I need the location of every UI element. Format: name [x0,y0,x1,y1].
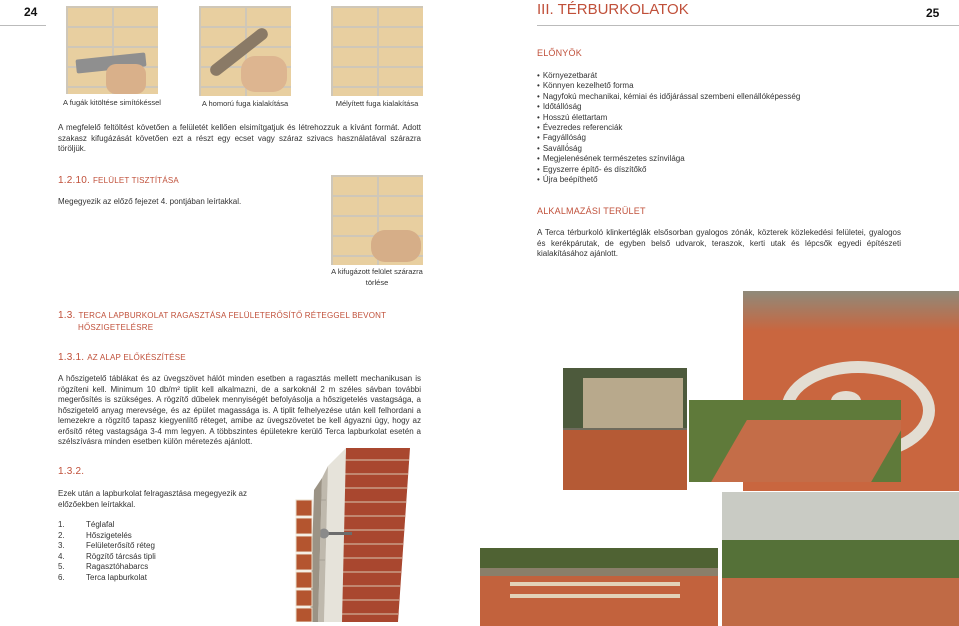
caption-photo4-line1: A kifugázott felület szárazra [331,267,423,276]
photo-recessed-fugue [331,6,423,96]
page-number-right: 25 [926,6,940,20]
page-number-left: 24 [24,5,38,19]
advantage-item: • Egyszerre építő- és díszítőkő [537,165,800,175]
wall-layers-illustration [288,440,453,622]
caption-photo2: A homorú fuga kialakítása [201,99,289,108]
layer-item: 3. Felületerősítő réteg [58,541,155,551]
section-number: 1.3. [58,310,76,321]
application-heading: ALKALMAZÁSI TERÜLET [537,206,646,216]
layer-item: 6. Terca lapburkolat [58,572,147,582]
section-1-3-1-heading [58,352,186,363]
intro-paragraph: A megfelelő feltöltést követően a felületét kellően elsimítgatjuk és létrehozzuk a kívánt formát. Adott szakasz kifugázását követően ezt a részt egy ecset vagy száraz szivacs használatával szárazra töröljük. [58,123,421,153]
photo-steps-garden [480,548,718,626]
section-1-3-1-text: A hőszigetelő táblákat és az üvegszövet hálót minden esetben a ragasztás mellett mechanikusan is rögzíteni kell. Minimum 10 db/m² tiplit kell alkalmazni, de a sarkoknál 2 m széles sávban további megerősítés is szükséges. A rögzítő dűbelek mennyiségét befolyásolja a hőszigetelés vastagsága, a hőszigetelő anyag merevsége, és az épület magassága is. A tiplit felhelyezése után kell felhordani a lemezekre a rögzítő tapasz kiegyenlítő réteget, amibe az üvegszövetet be kell ágyazni úgy, hogy az erősítő réteg vastagsága 3-4 mm legyen. A többszintes épületekre kerülő Terca lapburkolat esetén a szélszívásra minden esetben külön méretezés ajánlott. [58,374,421,446]
layer-list [58,520,156,584]
section-title: FELÜLET TISZTÍTÁSA [92,176,179,185]
section-title: AZ ALAP ELŐKÉSZÍTÉSE [87,353,186,362]
application-text: A Terca térburkoló klinkertéglák elsősorban gyalogos zónák, közterek közlekedési felületei, gyalogos és kerékpárutak, de egyben belső udvarok, teraszok, kerti utak és lépcsők egyedi építészeti kialakításához ajánlott. [537,228,901,258]
layer-item: 4. Rögzítő tárcsás tipli [58,551,156,561]
section-1-2-10-text: Megegyezik az előző fejezet 4. pontjában leírtakkal. [58,197,242,206]
layer-item: 2. Hőszigetelés [58,530,132,540]
section-1-3-2-heading: 1.3.2. [58,466,85,477]
advantage-item: • Könnyen kezelhető forma [537,81,800,91]
photo-dry-wipe [331,175,423,265]
chapter-title: III. TÉRBURKOLATOK [537,1,689,18]
photo-trowel-fugue [66,6,158,94]
section-1-2-10-heading [58,175,179,186]
advantage-item: • Évezredes referenciák [537,123,800,133]
caption-photo3: Mélyített fuga kialakítása [335,99,419,108]
advantage-item: • Megjelenésének természetes színvilága [537,154,800,164]
caption-photo1: A fugák kitöltése simítókéssel [63,98,161,107]
photo-path-lawn [689,400,901,482]
layer-item: 5. Ragasztóhabarcs [58,562,149,572]
advantages-list [537,71,800,185]
advantage-item: • Időtállóság [537,102,800,112]
section-1-3-2-text: Ezek után a lapburkolat felragasztása megegyezik az előzőekben leírtakkal. [58,489,247,509]
section-number: 1.3.1. [58,352,85,363]
photo-concave-fugue [199,6,291,96]
advantage-item: • Nagyfokú mechanikai, kémiai és időjárással szembeni ellenállóképesség [537,92,800,102]
advantage-item: • Hosszú élettartam [537,113,800,123]
section-title-line2: HŐSZIGETELÉSRE [78,323,154,332]
photo-pergola-courtyard [722,492,959,626]
terca-tile-layer [296,500,312,622]
caption-photo4-line2: törlése [365,278,389,287]
header-rule-right [537,25,959,26]
layer-item: 1. Téglafal [58,520,115,529]
header-rule-left [0,25,46,26]
advantage-item: • Saválló́ság [537,144,800,154]
advantage-item: • Fagyállóság [537,133,800,143]
advantage-item: • Újra beépíthető [537,175,800,185]
section-number: 1.2.10. [58,175,90,186]
advantages-heading: ELŐNYÖK [537,48,582,58]
section-title-line1: TERCA LAPBURKOLAT RAGASZTÁSA FELÜLETERŐSÍTŐ RÉTEGGEL BEVONT [78,311,387,320]
advantage-item: • Környezetbarát [537,71,800,81]
photo-terrace-house [563,368,687,490]
section-1-3-heading [58,310,428,334]
